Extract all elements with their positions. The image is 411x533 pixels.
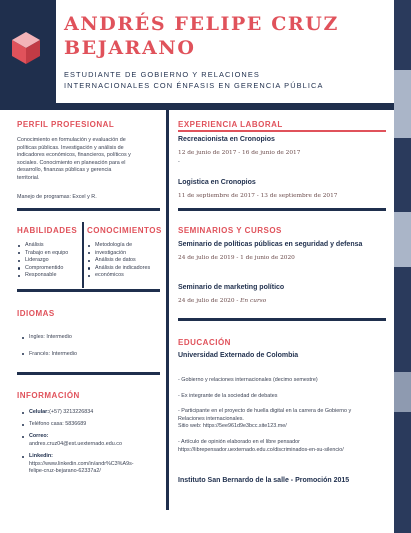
conocimientos-title: CONOCIMIENTOS (87, 226, 162, 235)
experiencia-bottom-bar (178, 208, 386, 211)
perfil-line: sociales. Conocimiento en planeación para el (17, 159, 126, 166)
experiencia-bar (178, 130, 386, 132)
list-item: Francés: Intermedio (21, 351, 151, 359)
contact-phone (21, 409, 161, 417)
celular-value: (+57) 3213226834 (49, 409, 94, 415)
contact-email (21, 433, 161, 448)
contact-home-phone (21, 421, 161, 429)
job-date: 11 de septiembre de 2017 - 13 de septiembre de 2017 (178, 193, 338, 199)
column-divider (166, 110, 169, 510)
telefono-value: 5836689 (65, 421, 87, 428)
edu-note: - Artículo de opinión elaborado en el libre pensador (178, 438, 300, 445)
seminar-date-status: En curso (240, 298, 267, 304)
seminarios-bar (178, 318, 386, 321)
informacion-title: INFORMACIÓN (17, 391, 80, 400)
list-item: Responsable (17, 272, 81, 280)
correo-value[interactable]: andres.cruz04@est.uexternado.edu.co (29, 440, 122, 447)
linkedin-label: Linkedin: (29, 453, 53, 460)
candidate-subtitle (64, 69, 386, 91)
school-name: Universidad Externado de Colombia (178, 352, 299, 359)
idiomas-title: IDIOMAS (17, 309, 55, 318)
list-item: Ingles: Intermedio (21, 334, 151, 342)
education-notes (178, 377, 390, 454)
name-line-1: ANDRÉS FELIPE CRUZ (64, 13, 339, 35)
edu-note: Relaciones internacionales. (178, 415, 244, 422)
candidate-name (64, 12, 384, 60)
habilidades-title: HABILIDADES (17, 226, 78, 235)
seminar-title: Seminario de políticas públicas en seguridad y defensa (178, 241, 363, 248)
habilidades-list (17, 242, 81, 280)
perfil-line: territorial. (17, 174, 40, 181)
cube-logo-icon (10, 30, 42, 66)
edu-link[interactable]: Sitio web: https://5ee961d9e3bcc.site123.me/ (178, 423, 287, 430)
conocimientos-list (87, 242, 163, 280)
seminar-date (178, 298, 266, 304)
job-title: Recreacionista en Cronopios (178, 136, 275, 143)
job-date: 12 de junio de 2017 - 16 de junio de 2017 (178, 150, 301, 156)
celular-label: Celular: (29, 409, 50, 415)
name-line-2: BEJARANO (64, 37, 196, 59)
telefono-label: Teléfono casa: (29, 421, 64, 428)
idiomas-list (21, 334, 151, 358)
linkedin-url-1[interactable]: https://www.linkedin.com/in/andr%C3%A9s- (29, 460, 134, 467)
job-title: Logistica en Cronopios (178, 179, 256, 186)
list-item: Liderazgo (17, 257, 81, 265)
seminar-title: Seminario de marketing político (178, 284, 285, 291)
linkedin-url-2[interactable]: felipe-cruz-bejarano-62337a2/ (29, 468, 101, 475)
experiencia-title: EXPERIENCIA LABORAL (178, 120, 283, 129)
perfil-programs: Manejo de programas: Excel y R. (17, 194, 97, 200)
correo-label: Correo: (29, 433, 49, 440)
contact-list (21, 409, 161, 481)
school-name: Instituto San Bernardo de la salle - Promoción 2015 (178, 477, 350, 484)
skills-divider (82, 222, 84, 288)
list-item-text: investigación (95, 249, 127, 256)
educacion-title: EDUCACIÓN (178, 338, 231, 347)
list-item-continued (87, 250, 163, 258)
edu-link[interactable]: https://librepensador.uexternado.edu.co/discriminados-en-su-silencio/ (178, 446, 344, 453)
background-right-strip (391, 0, 411, 533)
perfil-text (17, 137, 159, 183)
perfil-title: PERFIL PROFESIONAL (17, 120, 115, 129)
list-item: Análisis de indicadores (87, 265, 163, 273)
seminarios-title: SEMINARIOS Y CURSOS (178, 226, 282, 235)
edu-note: - Ex integrante de la sociedad de debates (178, 392, 278, 399)
edu-note: - Participante en el proyecto de huella digital en la carrera de Gobierno y (178, 408, 352, 415)
list-item: Compromentido (17, 265, 81, 273)
list-item: Metodología de (87, 242, 163, 250)
edu-note: - Gobierno y relaciones internacionales (decimo semestre) (178, 377, 318, 383)
idiomas-bar (17, 372, 160, 375)
perfil-line: políticas públicas. Investigación y análisis de (17, 144, 124, 151)
subtitle-line-1: ESTUDIANTE DE GOBIERNO Y RELACIONES (64, 70, 260, 79)
list-item: Análisis de datos (87, 257, 163, 265)
seminar-date-prefix: 24 de julio de 2020 - (178, 298, 239, 304)
skills-bar (17, 289, 160, 292)
list-item: Trabajo en equipo (17, 250, 81, 258)
subtitle-line-2: INTERNACIONALES CON ÉNFASIS EN GERENCIA PÚBLICA (64, 81, 324, 90)
list-item: Análisis (17, 242, 81, 250)
job-separator: - (178, 159, 180, 165)
contact-linkedin (21, 453, 161, 476)
seminar-date: 24 de julio de 2019 - 1 de junio de 2020 (178, 255, 295, 261)
list-item-continued: económicos (87, 272, 163, 280)
perfil-line: Conocimiento en formulación y evaluación de (17, 137, 126, 143)
perfil-line: indicadores económicos, financieros, políticos y (17, 152, 131, 159)
perfil-bar (17, 208, 160, 211)
header-divider (0, 103, 394, 110)
perfil-line: desarrollo, finanzas públicas y gerencia (17, 167, 112, 174)
